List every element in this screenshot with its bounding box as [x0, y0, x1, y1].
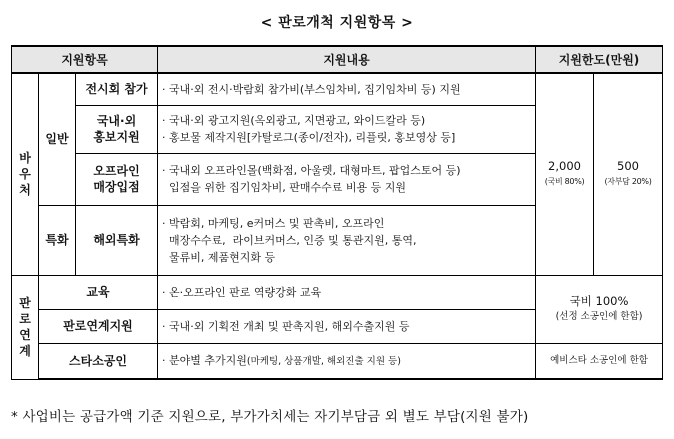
offline-content: · 국내외 오프라인몰(백화점, 아울렛, 대형마트, 팝업스토어 등) 입점을 위한 집기임차비, 판매수수료 비용 등 지원 [158, 153, 536, 205]
exhibition-content: · 국내·외 전시·박람회 참가비(부스임차비, 집기임차비 등) 지원 [158, 73, 536, 105]
header-limit: 지원한도(만원) [536, 46, 663, 73]
star-item: 스타소공인 [39, 343, 158, 379]
star-limit-cell: 예비스타 소공인에 한함 [536, 343, 663, 379]
table-header-row [12, 46, 663, 73]
overseas-item: 해외특화 [76, 205, 158, 275]
promotion-content: · 국내·외 광고지원(옥외광고, 지면광고, 와이드칼라 등) · 홍보물 제작지원[카탈로그(종이/전자), 리플릿, 홍보영상 등] [158, 105, 536, 153]
education-item: 교육 [39, 275, 158, 309]
footnote: * 사업비는 공급가액 기준 지원으로, 부가가치세는 자기부담금 외 별도 부담(지원 불가) [11, 409, 529, 425]
channel-category: 판 로 연 계 [12, 275, 39, 379]
linkage-content: · 국내·외 기획전 개최 및 판촉지원, 해외수출지원 등 [158, 309, 536, 343]
linkage-item: 판로연계지원 [39, 309, 158, 343]
overseas-content: · 박람회, 마케팅, e커머스 및 판촉비, 오프라인 매장수수료, 라이브커머스, 인증 및 통관지원, 통역, 물류비, 제품현지화 등 [158, 205, 536, 275]
special-category: 특화 [39, 205, 76, 275]
channel-limit-cell: 국비 100% (선정 소공인에 한함) [536, 275, 663, 343]
header-content: 지원내용 [158, 46, 536, 73]
header-item: 지원항목 [12, 46, 158, 73]
page-title: < 판로개척 지원항목 > [260, 15, 414, 31]
promotion-item: 국내·외 홍보지원 [76, 105, 158, 153]
limit-self-cell: 500 (자부담 20%) [594, 73, 663, 275]
table-row [12, 73, 663, 105]
voucher-category: 바 우 처 [12, 73, 39, 275]
limit-amount-cell: 2,000 (국비 80%) [536, 73, 594, 275]
education-content: · 온·오프라인 판로 역량강화 교육 [158, 275, 536, 309]
table-row [12, 343, 663, 379]
offline-item: 오프라인 매장입점 [76, 153, 158, 205]
exhibition-item: 전시회 참가 [76, 73, 158, 105]
table-row [12, 275, 663, 309]
general-category: 일반 [39, 73, 76, 205]
support-items-table [11, 45, 663, 380]
star-content: · 분야별 추가지원(마케팅, 상품개발, 해외진출 지원 등) [158, 343, 536, 379]
